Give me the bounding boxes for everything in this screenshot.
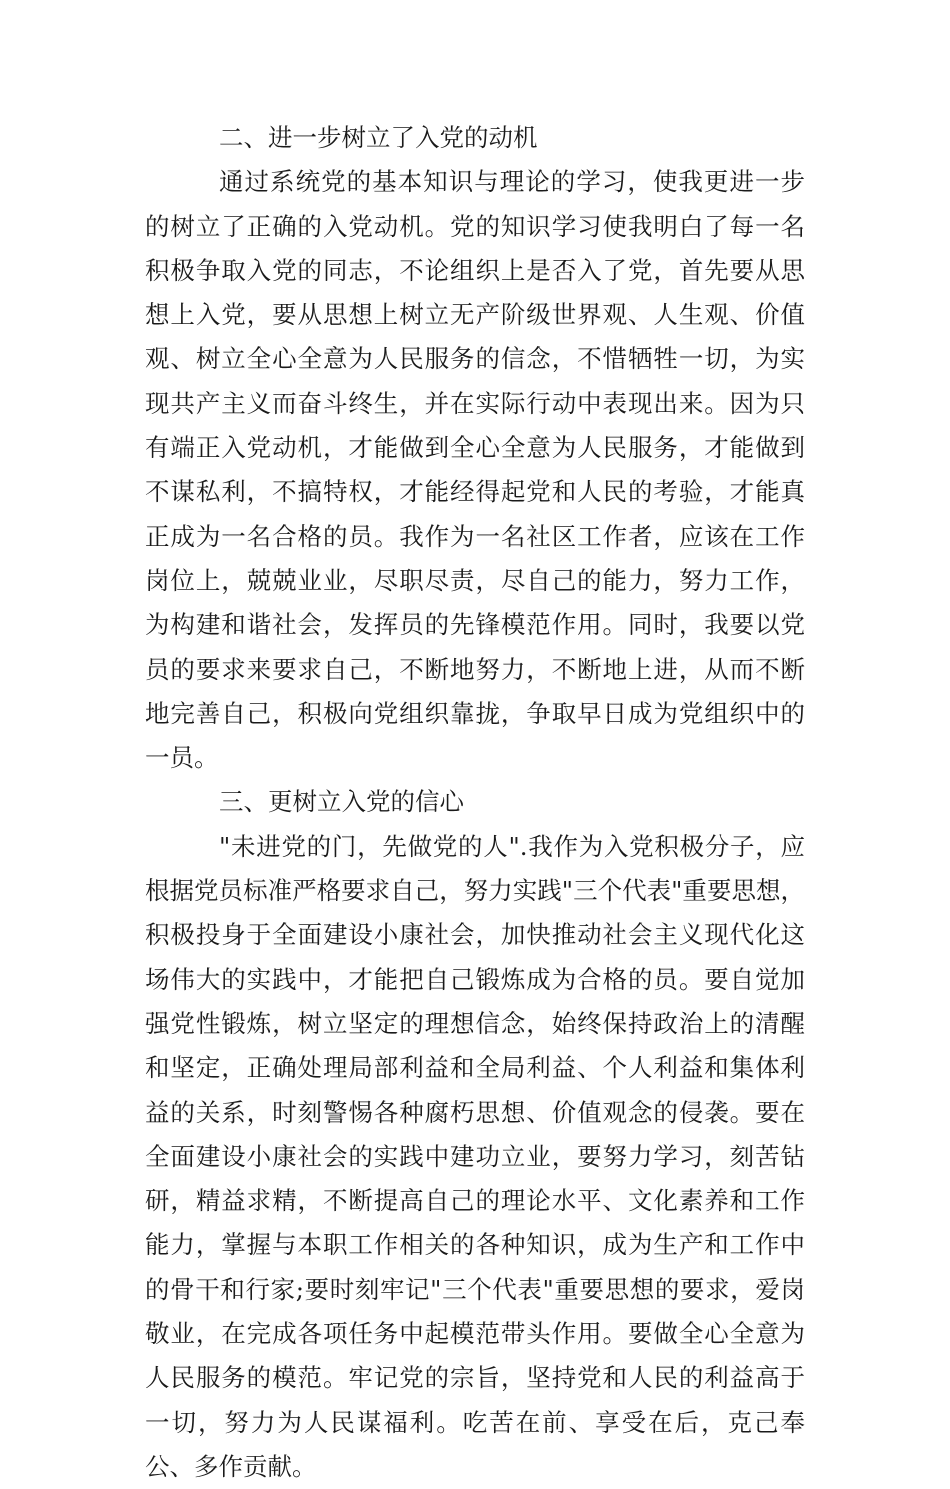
section-paragraph-2: 通过系统党的基本知识与理论的学习，使我更进一步的树立了正确的入党动机。党的知识学习使我明白了每一名积极争取入党的同志，不论组织上是否入了党，首先要从思想上入党，要从思想上树立无产阶级世界观、人生观、价值观、树立全心全意为人民服务的信念，不惜牺牲一切，为实现共产主义而奋斗终生，并在实际行动中表现出来。因为只有端正入党动机，才能做到全心全意为人民服务，才能做到不谋私利，不搞特权，才能经得起党和人民的考验，才能真正成为一名合格的员。我作为一名社区工作者，应该在工作岗位上，兢兢业业，尽职尽责，尽自己的能力，努力工作，为构建和谐社会，发挥员的先锋模范作用。同时，我要以党员的要求来要求自己，不断地努力，不断地上进，从而不断地完善自己，积极向党组织靠拢，争取早日成为党组织中的一员。 (145, 167, 805, 773)
document-body (145, 116, 805, 1489)
section-heading-2: 二、进一步树立了入党的动机 (219, 123, 538, 152)
section-heading-3: 三、更树立入党的信心 (219, 787, 464, 817)
section-paragraph-3: "未进党的门，先做党的人".我作为入党积极分子，应根据党员标准严格要求自己，努力实践"三个代表"重要思想，积极投身于全面建设小康社会，加快推动社会主义现代化这场伟大的实践中，才能把自己锻炼成为合格的员。要自觉加强党性锻炼，树立坚定的理想信念，始终保持政治上的清醒和坚定，正确处理局部利益和全局利益、个人利益和集体利益的关系，时刻警惕各种腐朽思想、价值观念的侵袭。要在全面建设小康社会的实践中建功立业，要努力学习，刻苦钻研，精益求精，不断提高自己的理论水平、文化素养和工作能力，掌握与本职工作相关的各种知识，成为生产和工作中的骨干和行家;要时刻牢记"三个代表"重要思想的要求，爱岗敬业，在完成各项任务中起模范带头作用。要做全心全意为人民服务的模范。牢记党的宗旨，坚持党和人民的利益高于一切，努力为人民谋福利。吃苦在前、享受在后，克己奉公、多作贡献。 (145, 831, 805, 1481)
